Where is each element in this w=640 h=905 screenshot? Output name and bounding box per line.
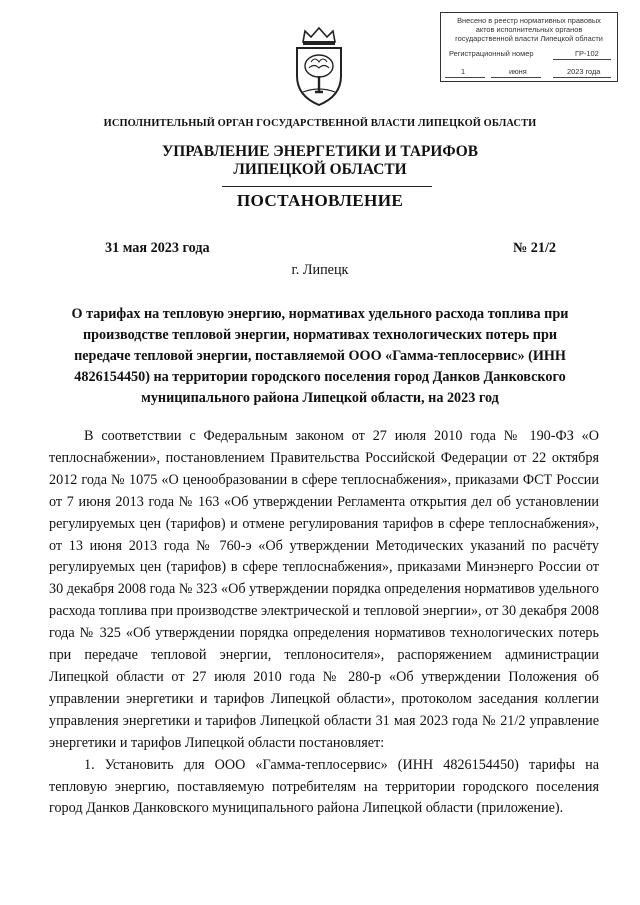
department-name-line-1: УПРАВЛЕНИЕ ЭНЕРГЕТИКИ И ТАРИФОВ bbox=[161, 143, 479, 160]
document-title-line: передаче тепловой энергии, поставляемой ООО «Гамма-теплосервис» (ИНН bbox=[74, 348, 566, 364]
stamp-month: июня bbox=[509, 67, 527, 76]
document-title-line: 4826154450) на территории городского поселения город Данков Данковского bbox=[74, 369, 566, 385]
registration-stamp bbox=[440, 12, 618, 82]
issuing-organization: ИСПОЛНИТЕЛЬНЫЙ ОРГАН ГОСУДАРСТВЕННОЙ ВЛАСТИ ЛИПЕЦКОЙ ОБЛАСТИ bbox=[103, 118, 537, 129]
document-body bbox=[49, 426, 599, 820]
stamp-year: 2023 года bbox=[567, 67, 601, 76]
department-name-line-2: ЛИПЕЦКОЙ ОБЛАСТИ bbox=[233, 161, 407, 178]
document-title-line: муниципального района Липецкой области, на 2023 год bbox=[141, 390, 499, 406]
preamble-paragraph: В соответствии с Федеральным законом от 27 июля 2010 года № 190-ФЗ «О теплоснабжении», постановлением Правительства Российской Федерации от 22 октября 2012 года № 1075 «О ценообразовании в сфере теплоснабжения», приказами ФСТ России от 7 июня 2013 года № 163 «Об утверждении Регламента открытия дел об установлении регулируемых цен (тарифов) и отмене регулирования тарифов в сфере теплоснабжения», от 13 июня 2013 года № 760-э «Об утверждении Методических указаний по расчёту регулируемых цен (тарифов) в сфере теплоснабжения», приказами Минэнерго России от 30 декабря 2008 года № 323 «Об утверждении порядка определения нормативов удельного расхода топлива при производстве электрической и тепловой энергии», от 30 декабря 2008 года № 325 «Об утверждении порядка определения нормативов технологических потерь при передаче тепловой энергии, теплоносителя», распоряжением администрации Липецкой области от 27 июля 2010 года № 280-р «Об утверждении Положения об управлении энергетики и тарифов Липецкой области», протоколом заседания коллегии управления энергетики и тарифов Липецкой области 31 мая 2023 года № 21/2 управление энергетики и тарифов Липецкой области постановляет: bbox=[49, 428, 599, 751]
document-title-line: О тарифах на тепловую энергию, нормативах удельного расхода топлива при bbox=[71, 306, 569, 322]
header-divider bbox=[222, 186, 432, 187]
document-title-line: производстве тепловой энергии, нормативах технологических потерь при bbox=[82, 327, 558, 343]
coat-of-arms-emblem bbox=[289, 26, 349, 108]
stamp-line-2: актов исполнительных органов bbox=[475, 25, 583, 34]
document-city: г. Липецк bbox=[291, 262, 349, 278]
stamp-reg-label: Регистрационный номер bbox=[449, 49, 534, 58]
clause-1-paragraph: 1. Установить для ООО «Гамма-теплосервис» (ИНН 4826154450) тарифы на тепловую энергию, поставляемую потребителям на территории городского поселения город Данков Данковского муниципального района Липецкой области (приложение). bbox=[49, 756, 599, 817]
stamp-line-1: Внесено в реестр нормативных правовых bbox=[457, 16, 601, 25]
document-type-heading: ПОСТАНОВЛЕНИЕ bbox=[236, 191, 404, 210]
stamp-line-3: государственной власти Липецкой области bbox=[455, 34, 603, 43]
stamp-day: 1 bbox=[461, 67, 466, 76]
document-date: 31 мая 2023 года bbox=[105, 240, 210, 256]
document-number: № 21/2 bbox=[513, 240, 557, 256]
stamp-reg-number: ГР-102 bbox=[575, 49, 599, 58]
